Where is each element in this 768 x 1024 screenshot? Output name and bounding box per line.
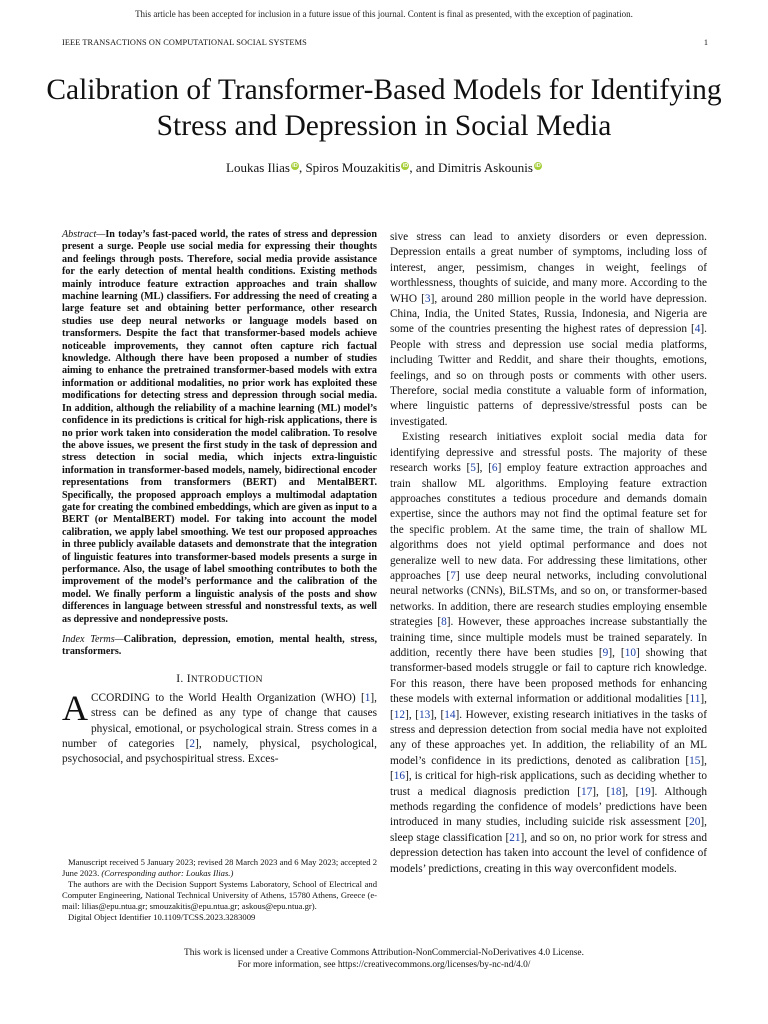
index-terms bbox=[62, 634, 377, 659]
citation-link[interactable]: 8 bbox=[441, 616, 447, 629]
citation-link[interactable]: 2 bbox=[189, 738, 196, 751]
citation-link[interactable]: 6 bbox=[491, 462, 498, 475]
text-run: ]. People with stress and depression use social media platforms, including Twitter and Reddit, and share their thoughts, emotions, feelings, and so on through posts or comments with other users. Therefore, social media constitute a valuable form of information, where linguistic patterns of depressive/stressful posts can be investigated. bbox=[390, 323, 707, 428]
text-run: ], [ bbox=[405, 708, 419, 721]
text-run: ] employ feature extraction approaches and train shallow ML algorithms. Employing feature extraction approaches constitutes a tedious procedure and demands domain expertise, since the authors may not find the optimal feature set for the specific problem. At the same time, the train of shallow ML algorithms does not yield optimal performance and does not generalize well to new data. For addressing these limitations, other approaches [ bbox=[390, 462, 707, 582]
text-run: ]. However, existing research initiatives in the tasks of stress and depression detection from social media have not exploited any of these approaches yet. In addition, the reliability of an ML model’s confidence in its predictions, denoted as calibration [ bbox=[390, 708, 707, 767]
text-run: ], and so on, no prior work for stress and depression detection has taken into account the level of confidence of models’ predictions, creating in this way overconfident models. bbox=[390, 831, 707, 875]
citation-link[interactable]: 12 bbox=[393, 708, 406, 721]
acceptance-notice: This article has been accepted for inclusion in a future issue of this journal. Content is final as presented, with the exception of pagination. bbox=[135, 9, 633, 19]
citation-link[interactable]: 19 bbox=[639, 785, 651, 798]
citation-link[interactable]: 14 bbox=[444, 708, 456, 721]
text-run: ], around 280 million people in the world have depression. China, India, the United States, Russia, Indonesia, and Nigeria are some of the countries presenting the highest rates of depression [ bbox=[390, 292, 707, 336]
section-title-rest: NTRODUCTION bbox=[190, 674, 263, 685]
footnote-affiliation: The authors are with the Decision Support Systems Laboratory, School of Electrical and Computer Engineering, National Technical University of Athens, 15780 Athens, Greece (e-mail: lilias@epu.ntua.gr; smouzakitis@epu.ntua.gr; askous@epu.ntua.gr). bbox=[62, 879, 377, 911]
text-run: ], [ bbox=[621, 785, 640, 798]
citation-link[interactable]: 13 bbox=[418, 708, 431, 721]
license-line: This work is licensed under a Creative Commons Attribution-NonCommercial-NoDerivatives 4.0 License. bbox=[184, 948, 584, 958]
text-run: ], [ bbox=[430, 708, 445, 721]
author-separator: , bbox=[298, 160, 306, 175]
paper-title: Calibration of Transformer-Based Models for Identifying Stress and Depression in Social Media bbox=[46, 74, 722, 142]
left-column bbox=[62, 229, 377, 768]
text-run: Manuscript received 5 January 2023; revised 28 March 2023 and 6 May 2023; accepted 2 June 2023. bbox=[62, 857, 377, 878]
citation-link[interactable]: 1 bbox=[364, 691, 371, 704]
abstract-text: In today’s fast-paced world, the rates of stress and depression present a surge. People use social media for expressing their thoughts and feelings through posts. Therefore, social media provide assistance for the early detection of mental health conditions. Existing methods mainly introduce feature extraction approaches and train shallow machine learning (ML) classifiers. For addressing the need of creating a large feature set and obtaining better performance, other research studies use deep neural networks or language models based on transformers. Despite the fact that transformer-based models achieve noticeable improvements, they cannot often capture rich factual knowledge. Although there have been proposed a number of studies aiming to enhance the pretrained transformer-based models with extra information or additional modalities, no prior work has exploited these modifications for detecting stress and depression through social media. In addition, although the reliability of a machine learning (ML) model’s confidence in its predictions is critical for high-risk applications, there is no prior work taken into consideration the model calibration. To resolve the above issues, we present the first study in the task of depression and stress detection in social media, which injects extra-linguistic information in transformer-based models, namely, bidirectional encoder representations from transformers (BERT) and MentalBERT. Specifically, the proposed approach employs a multimodal adaptation gate for creating the combined embeddings, which are given as input to a BERT (or MentalBERT) model. For taking into account the model calibration, we apply label smoothing. We test our proposed approaches in three publicly available datasets and demonstrate that the integration of linguistic features into transformer-based models presents a surge in performance. Also, the usage of label smoothing contributes to both the improvement of the model’s performance and the calibration of the model. We finally perform a linguistic analysis of the posts and show differences in language between stressful and nonstressful texts, as well as depressive and nondepressive posts. bbox=[62, 229, 377, 625]
text-run: ], stress can be defined as any type of change that causes physical, emotional, or psychological strain. Stress comes in a number of categories [ bbox=[62, 691, 377, 751]
text-run: ], sleep stage classification [ bbox=[390, 816, 707, 844]
citation-link[interactable]: 4 bbox=[694, 323, 701, 336]
orcid-icon[interactable]: iD bbox=[292, 163, 298, 169]
citation-link[interactable]: 5 bbox=[470, 462, 476, 475]
citation-link[interactable]: 18 bbox=[610, 785, 622, 798]
author-name: Loukas Ilias bbox=[226, 160, 290, 175]
license-notice bbox=[0, 947, 768, 971]
section-title-initial: I bbox=[186, 672, 191, 685]
text-run: ], is critical for high-risk applications, such as deciding whether to trust a medical diagnosis prediction [ bbox=[390, 770, 707, 798]
citation-link[interactable]: 15 bbox=[689, 754, 701, 767]
index-terms-label: Index Terms— bbox=[62, 634, 124, 645]
citation-link[interactable]: 11 bbox=[689, 693, 701, 706]
text-run: ] showing that transformer-based models struggle or fail to capture rich knowledge. For this reason, there have been proposed methods for enhancing these models with external information or additional modalities [ bbox=[390, 646, 707, 706]
corresponding-author-note: (Corresponding author: Loukas Ilias.) bbox=[101, 868, 234, 878]
footnotes bbox=[62, 857, 377, 923]
author-separator: , and bbox=[409, 160, 438, 175]
text-run: ], [ bbox=[592, 785, 611, 798]
text-run: ], [ bbox=[608, 646, 625, 659]
text-run: ], [ bbox=[390, 754, 707, 783]
author-list bbox=[0, 160, 768, 176]
right-column bbox=[390, 230, 707, 877]
intro-paragraph bbox=[62, 687, 377, 768]
citation-link[interactable]: 17 bbox=[581, 785, 593, 798]
lead-word: CCORDING bbox=[91, 691, 150, 704]
index-terms-text: Calibration, depression, emotion, mental health, stress, transformers. bbox=[62, 634, 377, 658]
text-run: ] use deep neural networks, including convolutional neural networks (CNNs), BiLSTMs, and so on, or transformer-based networks. In addition, there are research studies employing ensemble strategies [ bbox=[390, 569, 707, 629]
orcid-icon[interactable]: iD bbox=[402, 163, 409, 169]
citation-link[interactable]: 10 bbox=[624, 646, 636, 659]
citation-link[interactable]: 3 bbox=[424, 292, 431, 305]
page-number: 1 bbox=[703, 38, 708, 47]
citation-link[interactable]: 20 bbox=[689, 816, 701, 829]
abstract bbox=[62, 229, 377, 626]
running-head: IEEE TRANSACTIONS ON COMPUTATIONAL SOCIAL SYSTEMS bbox=[62, 38, 307, 47]
text-run: to the World Health Organization (WHO) [ bbox=[150, 691, 365, 704]
text-run: ]. Although methods regarding the confidence of models’ predictions have been introduced in many studies, including suicide risk assessment [ bbox=[390, 785, 707, 829]
section-numeral: I. bbox=[176, 672, 187, 685]
body-paragraph bbox=[390, 430, 707, 877]
footnote-manuscript bbox=[62, 857, 377, 879]
section-heading bbox=[62, 673, 377, 685]
text-run: ], [ bbox=[390, 693, 707, 721]
text-run: ], namely, physical, psychological, psychosocial, and psychospiritual stress. Exces- bbox=[62, 738, 377, 766]
drop-cap: A bbox=[62, 687, 88, 728]
citation-link[interactable]: 7 bbox=[450, 569, 456, 582]
orcid-icon[interactable]: iD bbox=[535, 163, 541, 169]
author-name: Spiros Mouzakitis bbox=[305, 160, 401, 175]
body-paragraph bbox=[390, 230, 707, 430]
text-run: ], [ bbox=[475, 462, 492, 475]
citation-link[interactable]: 16 bbox=[393, 770, 406, 783]
text-run: ]. However, these approaches increase substantially the training time, since multiple models must be trained separately. In addition, recently there have been studies [ bbox=[390, 616, 707, 659]
footnote-doi: Digital Object Identifier 10.1109/TCSS.2023.3283009 bbox=[68, 912, 256, 922]
text-run: sive stress can lead to anxiety disorders or even depression. Depression entails a great number of symptoms, including loss of interest, anger, pessimism, changes in weight, feelings of worthlessness, thoughts of suicide, and many more. According to the WHO [ bbox=[390, 231, 707, 305]
citation-link[interactable]: 9 bbox=[602, 646, 609, 659]
author-name: Dimitris Askounis bbox=[437, 160, 533, 175]
citation-link[interactable]: 21 bbox=[509, 831, 521, 844]
text-run: Existing research initiatives exploit social media data for identifying depressive and stressful posts. The majority of these research works [ bbox=[390, 431, 707, 475]
license-link-line[interactable]: For more information, see https://creativecommons.org/licenses/by-nc-nd/4.0/ bbox=[237, 960, 531, 970]
abstract-label: Abstract— bbox=[62, 229, 106, 240]
